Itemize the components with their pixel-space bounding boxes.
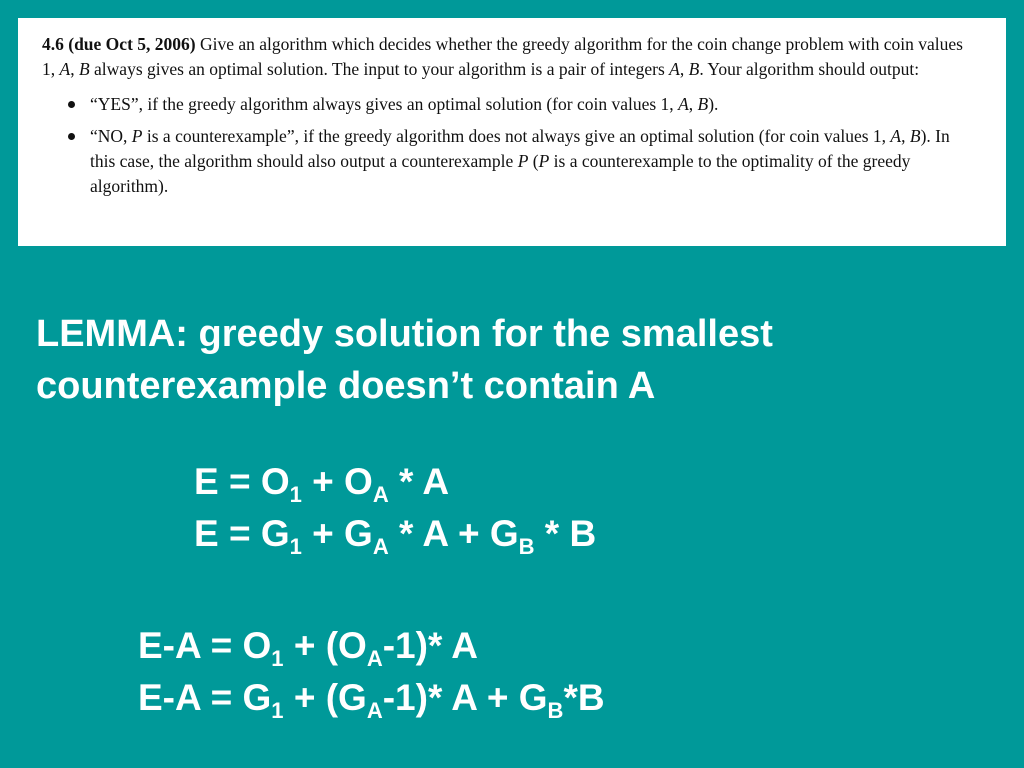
var-p: P — [131, 126, 143, 146]
eq-part: E-A = G — [138, 677, 272, 718]
problem-due-date: (due Oct 5, 2006) — [68, 34, 196, 54]
eq-part: *B — [563, 677, 605, 718]
eq-part: -1)* A + G — [382, 677, 548, 718]
var-a: A — [890, 126, 902, 146]
var-p: P — [538, 151, 550, 171]
var-a: A — [669, 59, 680, 79]
equation-2 — [194, 508, 596, 560]
problem-intro-text-1: Give an algorithm which decides whether the greedy algorithm for the coin change problem with coin values 1, — [42, 34, 963, 79]
no-option-start: “NO, — [90, 126, 128, 146]
problem-intro — [42, 32, 978, 82]
eq-part: -1)* A — [382, 625, 478, 666]
var-a: A — [59, 59, 71, 79]
yes-option-end: ). — [708, 94, 719, 114]
problem-number: 4.6 — [42, 34, 64, 54]
problem-intro-text-3: . Your algorithm should output: — [699, 59, 920, 79]
lemma-heading: LEMMA: greedy solution for the smallest counterexample doesn’t contain A — [36, 313, 773, 407]
var-b: B — [909, 126, 921, 146]
comma: , — [679, 59, 685, 79]
comma: , — [70, 59, 75, 79]
eq-part: E = G — [194, 513, 290, 554]
eq-subscript: 1 — [289, 482, 302, 507]
no-option-text-3: is a counterexample to the optimality of the greedy algorithm). — [90, 151, 911, 196]
eq-subscript: A — [366, 646, 383, 671]
eq-part: * B — [534, 513, 597, 554]
comma: , — [901, 126, 906, 146]
list-item-no — [42, 124, 978, 199]
eq-subscript: 1 — [289, 534, 302, 559]
var-b: B — [688, 59, 700, 79]
open-paren: ( — [532, 151, 539, 171]
eq-subscript: B — [518, 534, 535, 559]
eq-subscript: A — [372, 534, 389, 559]
bullet-icon — [68, 133, 75, 140]
eq-subscript: A — [372, 482, 389, 507]
eq-part: E = O — [194, 461, 290, 502]
eq-subscript: A — [366, 698, 383, 723]
eq-part: * A + G — [388, 513, 519, 554]
problem-statement — [18, 18, 1006, 246]
comma: , — [688, 94, 694, 114]
equation-3 — [138, 620, 478, 672]
yes-option-text: “YES”, if the greedy algorithm always gives an optimal solution (for coin values 1, — [90, 94, 674, 114]
var-b: B — [78, 59, 90, 79]
equation-1 — [194, 456, 449, 508]
no-option-text-1: is a counterexample”, if the greedy algorithm does not always give an optimal solution (for coin values 1, — [146, 126, 887, 146]
no-option-text-2: ). In this case, the algorithm should also output a counterexample — [90, 126, 950, 171]
eq-part: + (O — [283, 625, 367, 666]
eq-subscript: B — [547, 698, 564, 723]
equation-4 — [138, 672, 605, 724]
eq-part: * A — [388, 461, 450, 502]
eq-part: + (G — [283, 677, 367, 718]
list-item-yes — [42, 92, 978, 117]
var-b: B — [697, 94, 709, 114]
var-p: P — [517, 151, 529, 171]
var-a: A — [678, 94, 689, 114]
eq-subscript: 1 — [271, 698, 284, 723]
eq-part: + G — [301, 513, 373, 554]
eq-part: E-A = O — [138, 625, 272, 666]
output-options-list — [42, 92, 978, 199]
eq-part: + O — [301, 461, 373, 502]
eq-subscript: 1 — [271, 646, 284, 671]
problem-intro-text-2: always gives an optimal solution. The input to your algorithm is a pair of integers — [94, 59, 665, 79]
bullet-icon — [68, 101, 75, 108]
